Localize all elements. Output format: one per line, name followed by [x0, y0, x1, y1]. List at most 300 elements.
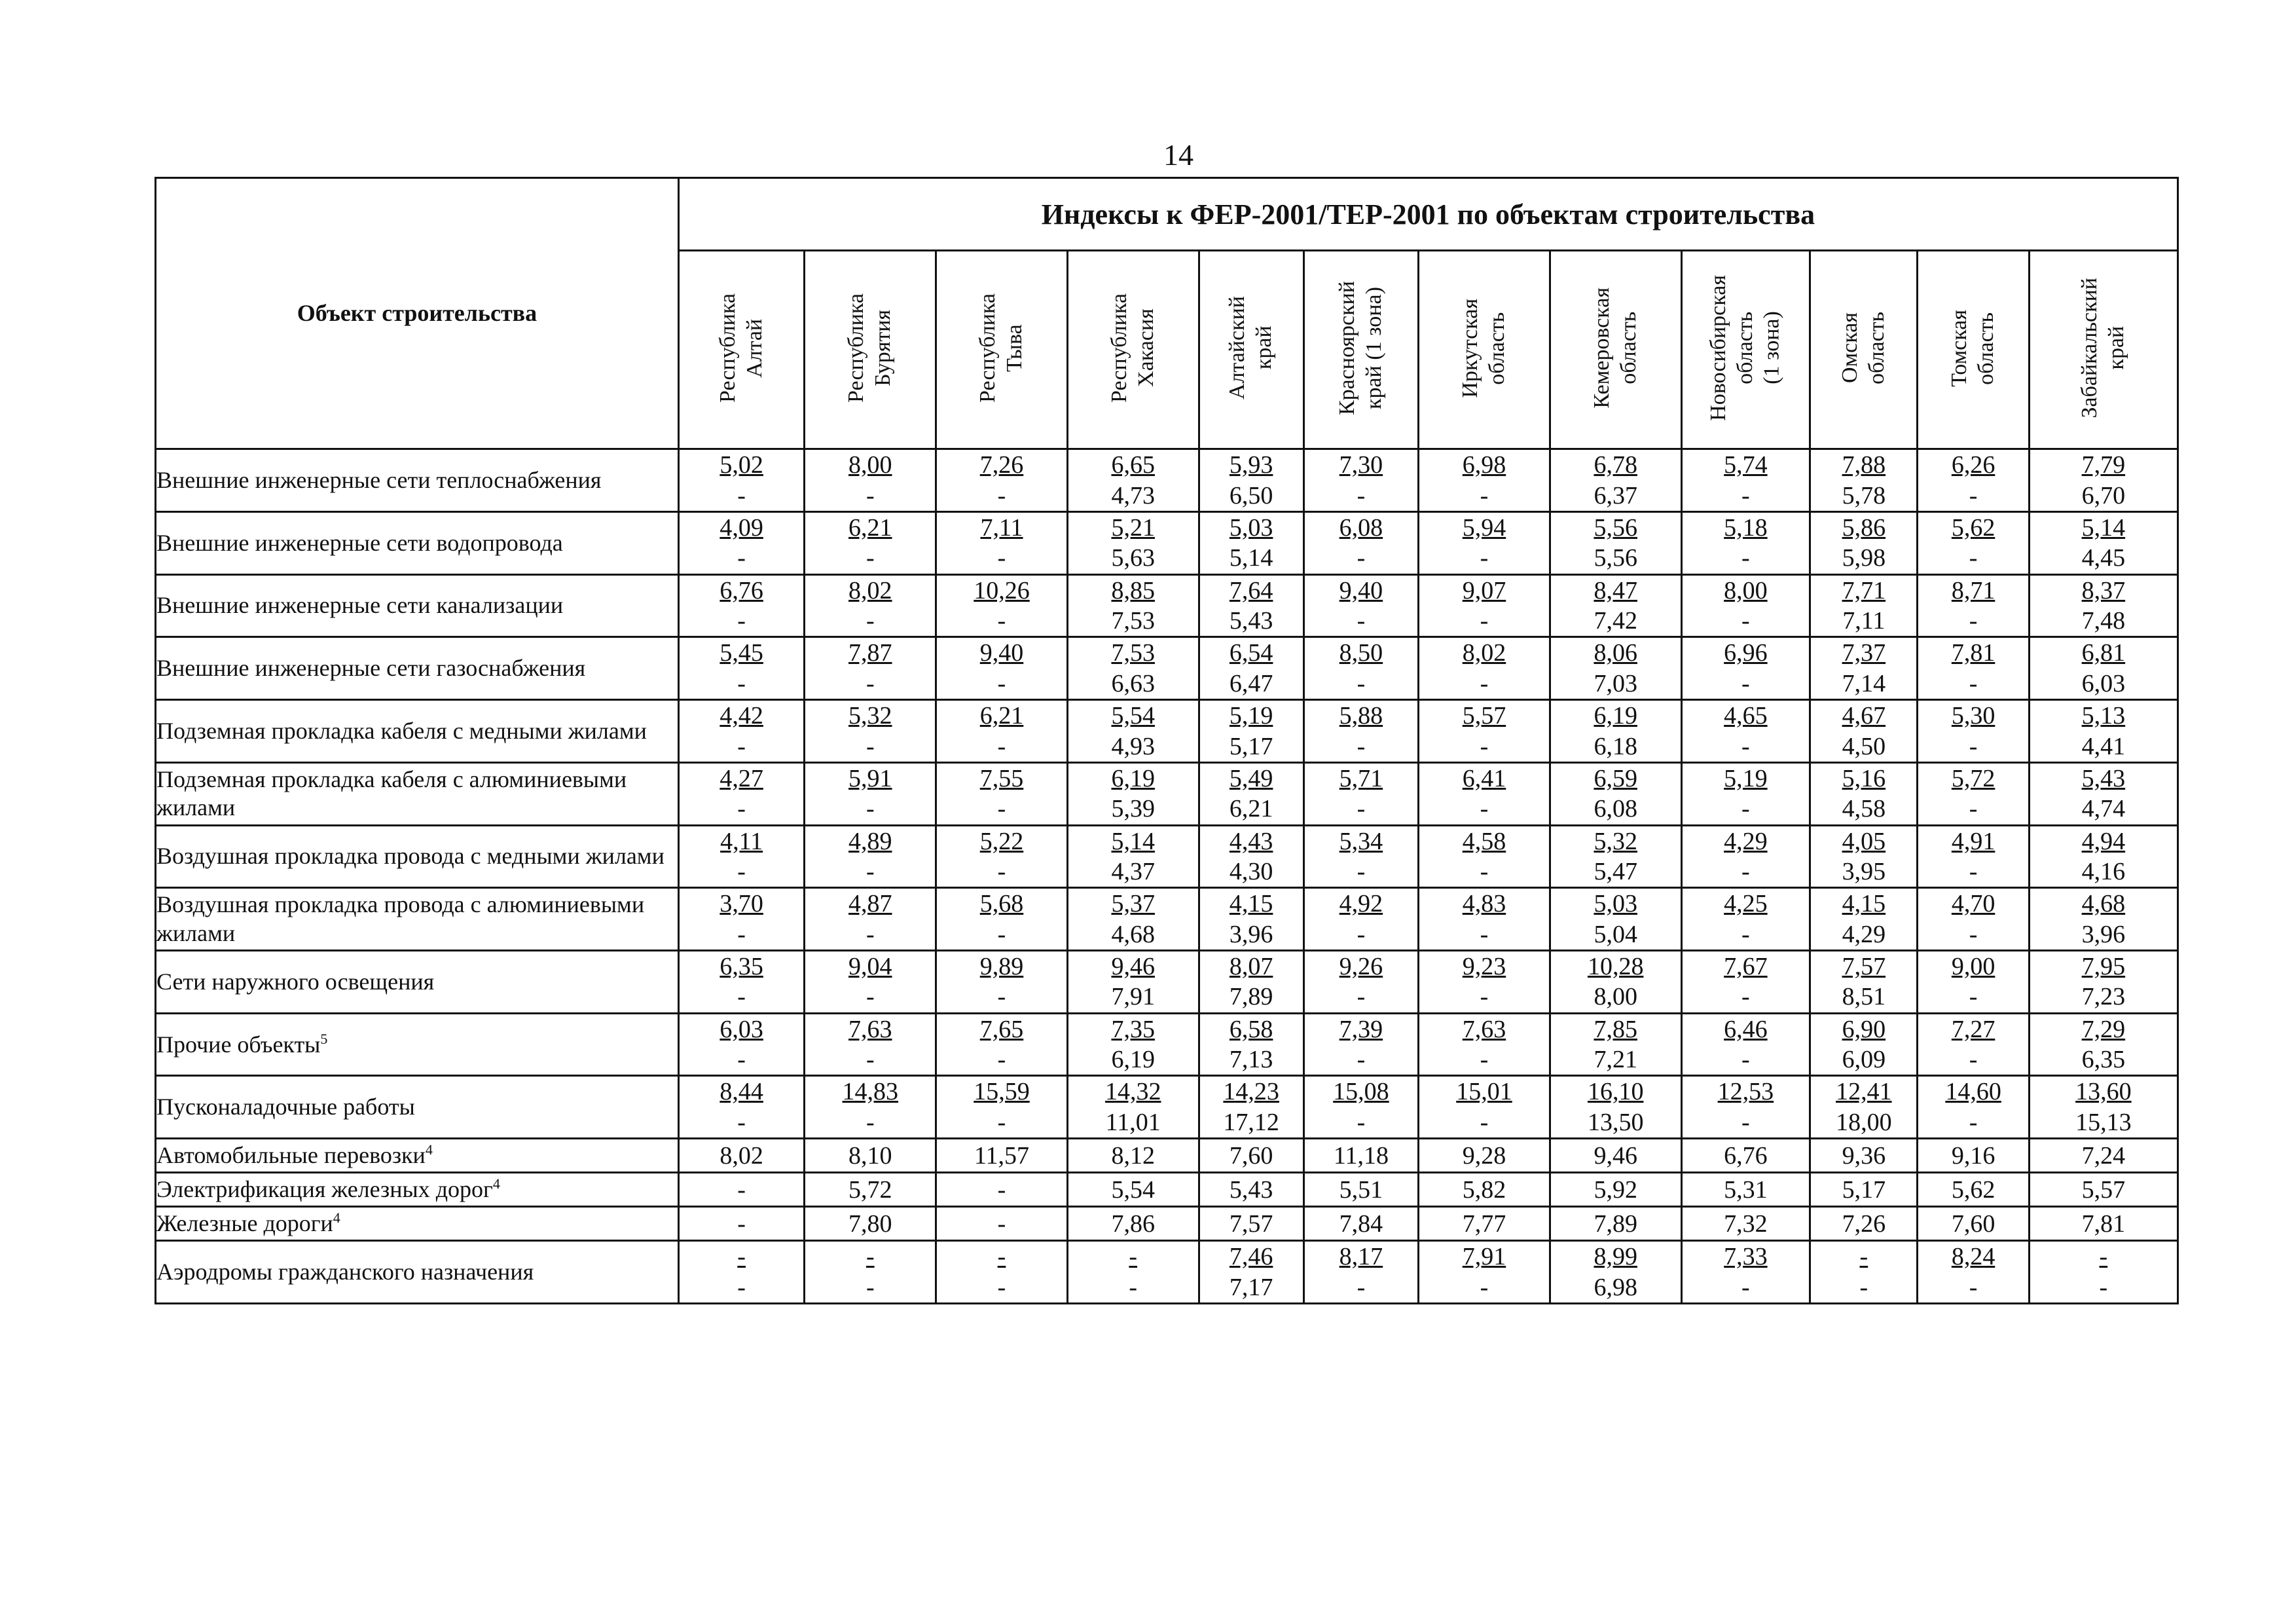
- page-number: 14: [1163, 138, 1194, 172]
- index-value-ter: -: [1357, 795, 1366, 823]
- index-value-fer: 9,07: [1462, 576, 1506, 604]
- index-value-fer: 6,41: [1462, 764, 1506, 792]
- object-name-text: Внешние инженерные сети водопровода: [156, 529, 563, 556]
- object-name-text: Пусконаладочные работы: [156, 1094, 415, 1120]
- index-cell: [2029, 700, 2178, 763]
- index-value-ter: 6,21: [1229, 795, 1273, 823]
- index-cell: [1067, 1013, 1199, 1076]
- object-name-text: Воздушная прокладка провода с медными жилами: [156, 843, 665, 870]
- index-value-fer: 6,76: [720, 576, 763, 604]
- index-value-ter: -: [1480, 920, 1489, 948]
- object-name-text: Подземная прокладка кабеля с алюминиевыми жилами: [156, 766, 627, 821]
- region-header: [2029, 251, 2178, 449]
- index-cell: [2029, 762, 2178, 825]
- index-cell: [1918, 1076, 2029, 1139]
- index-value: 7,84: [1303, 1207, 1418, 1241]
- index-value-ter: -: [997, 481, 1006, 509]
- index-cell: [1550, 1241, 1681, 1304]
- index-cell: [1067, 700, 1199, 763]
- index-value-fer: 5,43: [2081, 764, 2126, 792]
- index-value-ter: 4,29: [1842, 920, 1886, 948]
- index-value-fer: 14,83: [842, 1078, 899, 1106]
- index-value-ter: 5,17: [1229, 732, 1273, 760]
- index-value-fer: 16,10: [1587, 1078, 1644, 1106]
- index-value-ter: -: [997, 669, 1006, 697]
- index-value-ter: -: [1969, 732, 1978, 760]
- index-cell: [1067, 762, 1199, 825]
- index-cell: [1067, 637, 1199, 700]
- index-value-fer: 9,26: [1339, 953, 1383, 981]
- index-value-ter: -: [866, 481, 875, 509]
- index-value-fer: 4,15: [1229, 890, 1273, 918]
- region-label: Республика Бурятия: [844, 293, 896, 403]
- index-cell: [1419, 637, 1550, 700]
- index-value-fer: 12,41: [1836, 1078, 1892, 1106]
- index-cell: [1681, 1241, 1810, 1304]
- index-value-ter: 4,37: [1111, 857, 1155, 885]
- object-name: [156, 888, 679, 951]
- index-value-fer: 7,39: [1339, 1015, 1383, 1043]
- index-value-fer: 8,71: [1951, 576, 1995, 604]
- index-cell: [1810, 1013, 1918, 1076]
- index-value-ter: 4,30: [1229, 857, 1273, 885]
- index-value-fer: 5,19: [1229, 702, 1273, 730]
- index-cell: [805, 449, 936, 512]
- index-cell: [1303, 512, 1418, 575]
- index-value-fer: 5,93: [1229, 451, 1273, 479]
- index-value: 7,77: [1419, 1207, 1550, 1241]
- table-row: [156, 951, 2178, 1014]
- index-value-ter: 5,14: [1229, 544, 1273, 572]
- index-value-ter: 4,68: [1111, 920, 1155, 948]
- table-row: [156, 1207, 2178, 1241]
- index-value-fer: 7,57: [1842, 953, 1886, 981]
- index-cell: [1550, 888, 1681, 951]
- index-cell: [1918, 951, 2029, 1014]
- index-value-fer: -: [737, 1243, 746, 1271]
- index-value-fer: 5,49: [1229, 764, 1273, 792]
- index-value-ter: 7,17: [1229, 1273, 1273, 1301]
- index-cell: [805, 951, 936, 1014]
- index-value-ter: -: [1969, 669, 1978, 697]
- index-value-fer: 8,17: [1339, 1243, 1383, 1271]
- index-value-fer: 7,30: [1339, 451, 1383, 479]
- table-row: [156, 825, 2178, 888]
- index-value-ter: 4,45: [2081, 544, 2126, 572]
- region-label: Республика Хакасия: [1106, 293, 1158, 403]
- index-value: -: [678, 1207, 805, 1241]
- object-name: [156, 574, 679, 637]
- index-cell: [1550, 574, 1681, 637]
- index-cell: [2029, 951, 2178, 1014]
- index-value: 7,32: [1681, 1207, 1810, 1241]
- index-cell: [1067, 449, 1199, 512]
- index-cell: [1303, 762, 1418, 825]
- index-cell: [805, 700, 936, 763]
- index-value: 5,17: [1810, 1173, 1918, 1207]
- index-value-ter: 4,58: [1842, 795, 1886, 823]
- index-value-fer: 7,85: [1594, 1015, 1637, 1043]
- index-value: 5,92: [1550, 1173, 1681, 1207]
- index-value-ter: -: [997, 732, 1006, 760]
- index-value-ter: 11,01: [1105, 1108, 1161, 1136]
- index-value-ter: -: [997, 1108, 1006, 1136]
- index-value-ter: 5,04: [1594, 920, 1637, 948]
- index-cell: [2029, 888, 2178, 951]
- index-value-fer: 5,34: [1339, 827, 1383, 855]
- index-value-ter: -: [997, 1273, 1006, 1301]
- index-value-ter: 6,70: [2081, 481, 2126, 509]
- index-value-fer: 7,29: [2081, 1015, 2126, 1043]
- index-cell: [1419, 825, 1550, 888]
- index-cell: [936, 825, 1068, 888]
- index-value-ter: 6,63: [1111, 669, 1155, 697]
- table-row: [156, 1241, 2178, 1304]
- index-value-ter: -: [866, 544, 875, 572]
- index-value-ter: 7,42: [1594, 607, 1637, 635]
- index-value-ter: -: [737, 920, 746, 948]
- index-value: 7,24: [2029, 1139, 2178, 1173]
- index-value-fer: 4,68: [2081, 890, 2126, 918]
- index-value: 6,76: [1681, 1139, 1810, 1173]
- index-value-fer: 8,37: [2081, 576, 2126, 604]
- index-value-ter: -: [1480, 669, 1489, 697]
- index-value: 8,12: [1067, 1139, 1199, 1173]
- index-value-fer: 5,62: [1951, 514, 1995, 542]
- index-value-fer: 7,37: [1842, 639, 1886, 667]
- index-cell: [936, 762, 1068, 825]
- table-row: [156, 574, 2178, 637]
- index-value-fer: 9,04: [848, 953, 892, 981]
- index-cell: [678, 951, 805, 1014]
- index-cell: [1199, 1076, 1303, 1139]
- index-value-fer: 7,53: [1111, 639, 1155, 667]
- index-value-ter: 7,21: [1594, 1046, 1637, 1074]
- region-header: [1681, 251, 1810, 449]
- index-value: 9,16: [1918, 1139, 2029, 1173]
- index-value-ter: -: [737, 795, 746, 823]
- index-value-fer: 8,06: [1594, 639, 1637, 667]
- index-value-fer: 5,56: [1594, 514, 1637, 542]
- index-value-fer: 6,65: [1111, 451, 1155, 479]
- index-cell: [936, 951, 1068, 1014]
- index-cell: [1681, 700, 1810, 763]
- index-cell: [1067, 574, 1199, 637]
- object-name: [156, 1241, 679, 1304]
- index-value-ter: -: [1480, 732, 1489, 760]
- index-value-ter: -: [1357, 732, 1366, 760]
- index-value-fer: 4,05: [1842, 827, 1886, 855]
- index-value-fer: 6,19: [1111, 764, 1155, 792]
- index-value-ter: 7,23: [2081, 983, 2126, 1011]
- object-name-text: Подземная прокладка кабеля с медными жилами: [156, 717, 647, 744]
- index-value-fer: 4,91: [1951, 827, 1995, 855]
- index-value-fer: 6,78: [1594, 451, 1637, 479]
- index-value-ter: -: [866, 607, 875, 635]
- index-value-fer: 3,70: [720, 890, 763, 918]
- index-cell: [805, 574, 936, 637]
- index-value-ter: 4,73: [1111, 481, 1155, 509]
- index-value-ter: -: [866, 669, 875, 697]
- region-label: Новосибирская область (1 зона): [1706, 275, 1784, 421]
- index-cell: [1199, 888, 1303, 951]
- index-value-ter: 18,00: [1836, 1108, 1892, 1136]
- index-value-fer: 5,14: [1111, 827, 1155, 855]
- index-value-ter: -: [1969, 607, 1978, 635]
- index-value: 7,86: [1067, 1207, 1199, 1241]
- index-value-ter: 7,03: [1594, 669, 1637, 697]
- object-name: [156, 1076, 679, 1139]
- index-value-fer: 6,96: [1724, 639, 1768, 667]
- index-cell: [1681, 951, 1810, 1014]
- index-value: 5,43: [1199, 1173, 1303, 1207]
- index-cell: [1067, 1076, 1199, 1139]
- index-cell: [1810, 574, 1918, 637]
- index-value-fer: 6,35: [720, 953, 763, 981]
- index-cell: [936, 574, 1068, 637]
- index-value-ter: 8,51: [1842, 983, 1886, 1011]
- index-cell: [936, 449, 1068, 512]
- index-cell: [1419, 700, 1550, 763]
- index-value-ter: 5,39: [1111, 795, 1155, 823]
- index-value-ter: -: [866, 1273, 875, 1301]
- index-value-fer: 6,21: [848, 514, 892, 542]
- index-cell: [1303, 449, 1418, 512]
- region-header: [1303, 251, 1418, 449]
- table-title: Индексы к ФЕР-2001/ТЕР-2001 по объектам строительства: [678, 178, 2178, 251]
- index-value-fer: -: [1859, 1243, 1868, 1271]
- index-value-ter: -: [737, 607, 746, 635]
- table-row: [156, 700, 2178, 763]
- index-value-ter: 17,12: [1223, 1108, 1279, 1136]
- index-value-fer: 5,72: [1951, 764, 1995, 792]
- region-header: [1810, 251, 1918, 449]
- index-value-fer: 13,60: [2075, 1078, 2132, 1106]
- index-value: 5,31: [1681, 1173, 1810, 1207]
- object-name: [156, 637, 679, 700]
- index-value-ter: -: [1480, 983, 1489, 1011]
- index-value-ter: 4,50: [1842, 732, 1886, 760]
- index-value: 5,62: [1918, 1173, 2029, 1207]
- index-cell: [1810, 512, 1918, 575]
- index-cell: [1810, 1241, 1918, 1304]
- region-label: Республика Тыва: [975, 293, 1027, 403]
- index-value-ter: -: [1741, 1273, 1750, 1301]
- index-cell: [805, 1013, 936, 1076]
- index-value-ter: -: [997, 1046, 1006, 1074]
- index-value-fer: 7,71: [1842, 576, 1886, 604]
- index-value-ter: -: [1480, 795, 1489, 823]
- index-value-fer: 7,95: [2081, 953, 2126, 981]
- index-value-fer: 4,87: [848, 890, 892, 918]
- index-cell: [936, 1241, 1068, 1304]
- footnote-mark: 4: [333, 1209, 340, 1227]
- index-value: -: [936, 1173, 1068, 1207]
- index-cell: [1550, 825, 1681, 888]
- index-value-fer: 5,14: [2081, 514, 2126, 542]
- index-value-fer: 7,81: [1951, 639, 1995, 667]
- footnote-mark: 4: [425, 1141, 433, 1158]
- region-header: [936, 251, 1068, 449]
- index-cell: [2029, 1076, 2178, 1139]
- index-value-fer: 4,11: [720, 827, 763, 855]
- index-value-fer: 5,71: [1339, 764, 1383, 792]
- index-cell: [1303, 700, 1418, 763]
- index-value-fer: 5,68: [979, 890, 1024, 918]
- index-value-fer: 10,26: [974, 576, 1030, 604]
- index-cell: [1199, 512, 1303, 575]
- index-cell: [1067, 825, 1199, 888]
- index-value-ter: -: [1741, 544, 1750, 572]
- index-cell: [1550, 1076, 1681, 1139]
- index-value-fer: 4,65: [1724, 702, 1768, 730]
- index-value-ter: -: [866, 857, 875, 885]
- index-value-fer: 9,89: [979, 953, 1024, 981]
- index-value: 7,60: [1199, 1139, 1303, 1173]
- index-cell: [2029, 449, 2178, 512]
- index-cell: [1419, 1076, 1550, 1139]
- index-value-ter: -: [737, 983, 746, 1011]
- index-value-ter: 5,98: [1842, 544, 1886, 572]
- index-value-ter: -: [866, 795, 875, 823]
- index-value-ter: -: [997, 544, 1006, 572]
- index-value-ter: -: [1480, 1273, 1489, 1301]
- index-value-ter: 4,93: [1111, 732, 1155, 760]
- index-value-fer: 5,37: [1111, 890, 1155, 918]
- index-value-ter: 15,13: [2075, 1108, 2132, 1136]
- object-name-text: Прочие объекты: [156, 1031, 321, 1058]
- index-cell: [2029, 512, 2178, 575]
- index-value-fer: 9,46: [1111, 953, 1155, 981]
- index-cell: [2029, 825, 2178, 888]
- index-value-fer: 15,08: [1333, 1078, 1389, 1106]
- index-value-fer: 5,86: [1842, 514, 1886, 542]
- index-value-fer: 5,74: [1724, 451, 1768, 479]
- index-value-fer: 7,91: [1462, 1243, 1506, 1271]
- index-value-ter: -: [997, 857, 1006, 885]
- index-value-ter: -: [1357, 857, 1366, 885]
- object-name-text: Электрификация железных дорог: [156, 1176, 493, 1203]
- index-value-fer: 5,18: [1724, 514, 1768, 542]
- index-value-ter: -: [1480, 607, 1489, 635]
- index-value-fer: 8,85: [1111, 576, 1155, 604]
- index-cell: [1303, 637, 1418, 700]
- index-value-fer: 8,44: [720, 1078, 763, 1106]
- index-cell: [805, 825, 936, 888]
- index-value-ter: -: [1969, 857, 1978, 885]
- index-cell: [936, 512, 1068, 575]
- index-value-ter: -: [997, 983, 1006, 1011]
- object-name: [156, 1207, 679, 1241]
- table-row: [156, 1139, 2178, 1173]
- index-value-ter: -: [1969, 544, 1978, 572]
- index-value-ter: -: [1480, 857, 1489, 885]
- index-cell: [1419, 574, 1550, 637]
- index-value-ter: -: [1741, 795, 1750, 823]
- index-table: [155, 177, 2179, 1304]
- index-value: 5,72: [805, 1173, 936, 1207]
- index-cell: [936, 637, 1068, 700]
- index-value-fer: 6,19: [1594, 702, 1637, 730]
- index-value-fer: 8,02: [1462, 639, 1506, 667]
- index-cell: [1199, 1241, 1303, 1304]
- index-value-fer: 6,21: [979, 702, 1024, 730]
- index-cell: [1918, 637, 2029, 700]
- index-cell: [1419, 888, 1550, 951]
- index-value-fer: 6,54: [1229, 639, 1273, 667]
- index-cell: [1419, 1013, 1550, 1076]
- index-value-fer: 5,32: [1594, 827, 1637, 855]
- index-value-fer: 6,26: [1951, 451, 1995, 479]
- index-value-fer: 14,23: [1223, 1078, 1279, 1106]
- index-cell: [1918, 700, 2029, 763]
- index-value-fer: 5,19: [1724, 764, 1768, 792]
- index-cell: [1199, 574, 1303, 637]
- region-label: Иркутская область: [1458, 298, 1509, 398]
- index-value-ter: 13,50: [1587, 1108, 1644, 1136]
- index-cell: [678, 1076, 805, 1139]
- index-cell: [1681, 825, 1810, 888]
- index-value-ter: -: [1859, 1273, 1868, 1301]
- index-cell: [805, 1076, 936, 1139]
- index-value-ter: -: [1741, 669, 1750, 697]
- index-value-ter: 5,56: [1594, 544, 1637, 572]
- index-cell: [1419, 449, 1550, 512]
- index-value-fer: 15,01: [1456, 1078, 1512, 1106]
- index-value-fer: 4,43: [1229, 827, 1273, 855]
- index-value: 5,54: [1067, 1173, 1199, 1207]
- index-value-ter: -: [737, 544, 746, 572]
- index-value-fer: 8,47: [1594, 576, 1637, 604]
- index-cell: [678, 512, 805, 575]
- index-value-ter: -: [1480, 1046, 1489, 1074]
- index-value-fer: 8,99: [1594, 1243, 1637, 1271]
- index-value-ter: -: [997, 795, 1006, 823]
- index-cell: [678, 762, 805, 825]
- index-cell: [1681, 637, 1810, 700]
- index-value-ter: 3,96: [2081, 920, 2126, 948]
- index-value: 9,46: [1550, 1139, 1681, 1173]
- index-cell: [1199, 637, 1303, 700]
- index-value-ter: -: [866, 1046, 875, 1074]
- index-value-fer: 5,54: [1111, 702, 1155, 730]
- index-value-ter: -: [1741, 481, 1750, 509]
- index-value: -: [936, 1207, 1068, 1241]
- index-value-ter: -: [1357, 1273, 1366, 1301]
- region-label: Томская область: [1947, 309, 1999, 387]
- index-cell: [1918, 825, 2029, 888]
- index-value-fer: 7,67: [1724, 953, 1768, 981]
- index-value-ter: -: [1969, 1108, 1978, 1136]
- index-value-fer: 4,89: [848, 827, 892, 855]
- index-value: 7,80: [805, 1207, 936, 1241]
- index-cell: [1303, 1076, 1418, 1139]
- index-value-ter: -: [1357, 1046, 1366, 1074]
- index-cell: [678, 1241, 805, 1304]
- index-value-fer: 8,02: [848, 576, 892, 604]
- index-cell: [1550, 1013, 1681, 1076]
- index-cell: [1810, 888, 1918, 951]
- index-cell: [1303, 825, 1418, 888]
- index-cell: [2029, 637, 2178, 700]
- index-value: 11,18: [1303, 1139, 1418, 1173]
- object-column-header: Объект строительства: [156, 178, 679, 449]
- table-row: [156, 1173, 2178, 1207]
- index-value-ter: 7,48: [2081, 607, 2126, 635]
- index-cell: [1918, 449, 2029, 512]
- index-cell: [1303, 574, 1418, 637]
- index-value-fer: 5,02: [720, 451, 763, 479]
